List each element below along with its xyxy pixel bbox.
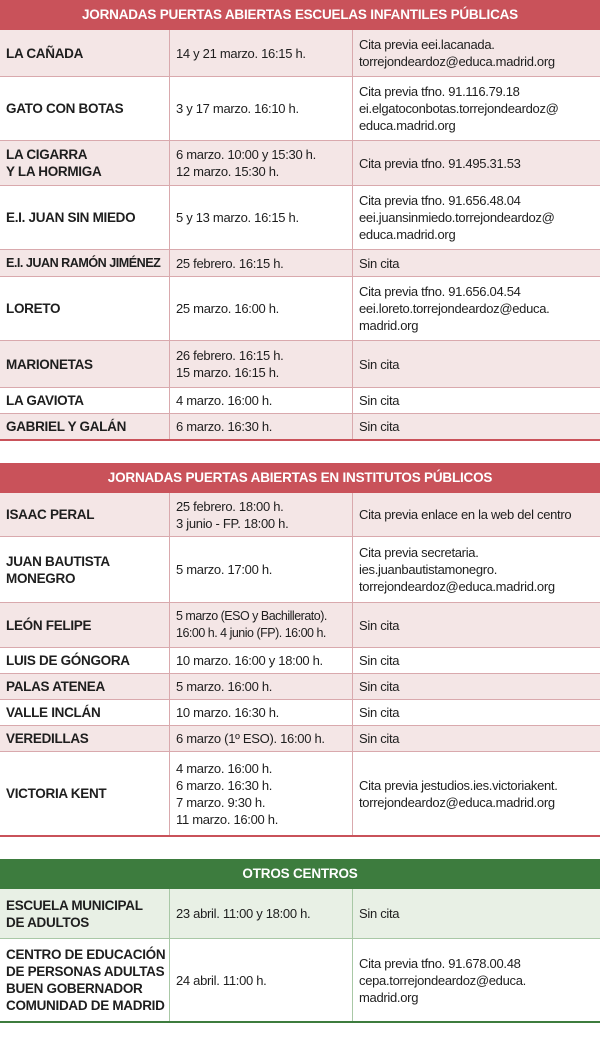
center-name: E.I. JUAN RAMÓN JIMÉNEZ bbox=[0, 250, 170, 276]
table-row bbox=[0, 726, 600, 752]
open-day-date: 5 marzo. 17:00 h. bbox=[170, 537, 353, 602]
table-row bbox=[0, 414, 600, 441]
appointment-info: Sin cita bbox=[359, 705, 400, 720]
appointment-info: Sin cita bbox=[359, 653, 400, 668]
center-name: GATO CON BOTAS bbox=[0, 77, 170, 140]
appointment-info: Cita previa tfno. 91.495.31.53 bbox=[359, 155, 521, 171]
center-name: VICTORIA KENT bbox=[0, 752, 170, 835]
table-row bbox=[0, 700, 600, 726]
table-row bbox=[0, 341, 600, 388]
appointment-info: Sin cita bbox=[359, 731, 400, 746]
center-name: LEÓN FELIPE bbox=[0, 603, 170, 647]
section-spacer bbox=[0, 441, 600, 463]
table-row bbox=[0, 77, 600, 141]
appointment-info: Sin cita bbox=[359, 419, 400, 434]
center-name: LA CIGARRA Y LA HORMIGA bbox=[0, 141, 170, 185]
table-row bbox=[0, 141, 600, 186]
table-row bbox=[0, 648, 600, 674]
appointment-info: Cita previa tfno. 91.678.00.48 cepa.torrejondeardoz@educa. madrid.org bbox=[359, 955, 526, 1005]
center-name: LA GAVIOTA bbox=[0, 388, 170, 413]
center-name: VEREDILLAS bbox=[0, 726, 170, 751]
section-spacer bbox=[0, 837, 600, 859]
appointment-info: Sin cita bbox=[359, 906, 400, 921]
center-name: LUIS DE GÓNGORA bbox=[0, 648, 170, 673]
center-name: MARIONETAS bbox=[0, 341, 170, 387]
appointment-info: Cita previa eei.lacanada. torrejondeardoz@educa.madrid.org bbox=[359, 37, 555, 69]
table-row bbox=[0, 537, 600, 603]
open-day-date: 25 febrero. 18:00 h. 3 junio - FP. 18:00 h. bbox=[170, 493, 353, 536]
appointment-info: Cita previa enlace en la web del centro bbox=[359, 507, 572, 522]
center-name: GABRIEL Y GALÁN bbox=[0, 414, 170, 439]
appointment-info: Sin cita bbox=[359, 255, 400, 271]
open-day-date: 3 y 17 marzo. 16:10 h. bbox=[170, 77, 353, 140]
table-row bbox=[0, 388, 600, 414]
open-day-date: 25 febrero. 16:15 h. bbox=[170, 250, 353, 276]
table-row bbox=[0, 603, 600, 648]
section-title: JORNADAS PUERTAS ABIERTAS ESCUELAS INFANTILES PÚBLICAS bbox=[0, 0, 600, 30]
center-name: ISAAC PERAL bbox=[0, 493, 170, 536]
table-row bbox=[0, 277, 600, 341]
appointment-info: Cita previa tfno. 91.656.04.54 eei.loreto.torrejondeardoz@educa. madrid.org bbox=[359, 284, 550, 333]
section-rows bbox=[0, 493, 600, 837]
open-day-date: 5 y 13 marzo. 16:15 h. bbox=[170, 186, 353, 249]
center-name: PALAS ATENEA bbox=[0, 674, 170, 699]
open-day-date: 6 marzo. 16:30 h. bbox=[170, 414, 353, 439]
center-name: LA CAÑADA bbox=[0, 30, 170, 76]
open-day-date: 5 marzo (ESO y Bachillerato). 16:00 h. 4 junio (FP). 16:00 h. bbox=[170, 603, 353, 647]
open-day-date: 5 marzo. 16:00 h. bbox=[170, 674, 353, 699]
appointment-info: Cita previa secretaria. ies.juanbautistamonegro. torrejondeardoz@educa.madrid.org bbox=[359, 545, 555, 594]
table-row bbox=[0, 250, 600, 277]
open-day-date: 10 marzo. 16:30 h. bbox=[170, 700, 353, 725]
section-institutos bbox=[0, 463, 600, 837]
open-day-date: 10 marzo. 16:00 y 18:00 h. bbox=[170, 648, 353, 673]
open-day-date: 14 y 21 marzo. 16:15 h. bbox=[170, 30, 353, 76]
appointment-info: Cita previa jestudios.ies.victoriakent. torrejondeardoz@educa.madrid.org bbox=[359, 777, 558, 810]
center-name: LORETO bbox=[0, 277, 170, 340]
open-day-date: 6 marzo (1º ESO). 16:00 h. bbox=[170, 726, 353, 751]
open-day-date: 25 marzo. 16:00 h. bbox=[170, 277, 353, 340]
open-day-date: 23 abril. 11:00 y 18:00 h. bbox=[170, 889, 353, 938]
table-row bbox=[0, 939, 600, 1023]
table-row bbox=[0, 186, 600, 250]
open-day-date: 24 abril. 11:00 h. bbox=[170, 939, 353, 1021]
open-day-date: 26 febrero. 16:15 h. 15 marzo. 16:15 h. bbox=[170, 341, 353, 387]
appointment-info: Sin cita bbox=[359, 356, 400, 372]
table-row bbox=[0, 674, 600, 700]
section-title: OTROS CENTROS bbox=[0, 859, 600, 889]
section-rows bbox=[0, 30, 600, 441]
table-row bbox=[0, 30, 600, 77]
section-escuelas-infantiles bbox=[0, 0, 600, 441]
center-name: CENTRO DE EDUCACIÓN DE PERSONAS ADULTAS BUEN GOBERNADOR COMUNIDAD DE MADRID bbox=[0, 939, 170, 1021]
center-name: JUAN BAUTISTA MONEGRO bbox=[0, 537, 170, 602]
center-name: ESCUELA MUNICIPAL DE ADULTOS bbox=[0, 889, 170, 938]
center-name: E.I. JUAN SIN MIEDO bbox=[0, 186, 170, 249]
open-day-date: 6 marzo. 10:00 y 15:30 h. 12 marzo. 15:30 h. bbox=[170, 141, 353, 185]
appointment-info: Sin cita bbox=[359, 679, 400, 694]
table-row bbox=[0, 752, 600, 837]
appointment-info: Sin cita bbox=[359, 617, 400, 633]
table-row bbox=[0, 889, 600, 939]
open-day-date: 4 marzo. 16:00 h. bbox=[170, 388, 353, 413]
section-title: JORNADAS PUERTAS ABIERTAS EN INSTITUTOS PÚBLICOS bbox=[0, 463, 600, 493]
section-otros-centros bbox=[0, 859, 600, 1023]
table-row bbox=[0, 493, 600, 537]
section-rows bbox=[0, 889, 600, 1023]
appointment-info: Sin cita bbox=[359, 393, 400, 408]
appointment-info: Cita previa tfno. 91.116.79.18 ei.elgatoconbotas.torrejondeardoz@ educa.madrid.org bbox=[359, 84, 559, 133]
center-name: VALLE INCLÁN bbox=[0, 700, 170, 725]
appointment-info: Cita previa tfno. 91.656.48.04 eei.juansinmiedo.torrejondeardoz@ educa.madrid.org bbox=[359, 193, 555, 242]
open-day-date: 4 marzo. 16:00 h. 6 marzo. 16:30 h. 7 marzo. 9:30 h. 11 marzo. 16:00 h. bbox=[170, 752, 353, 835]
